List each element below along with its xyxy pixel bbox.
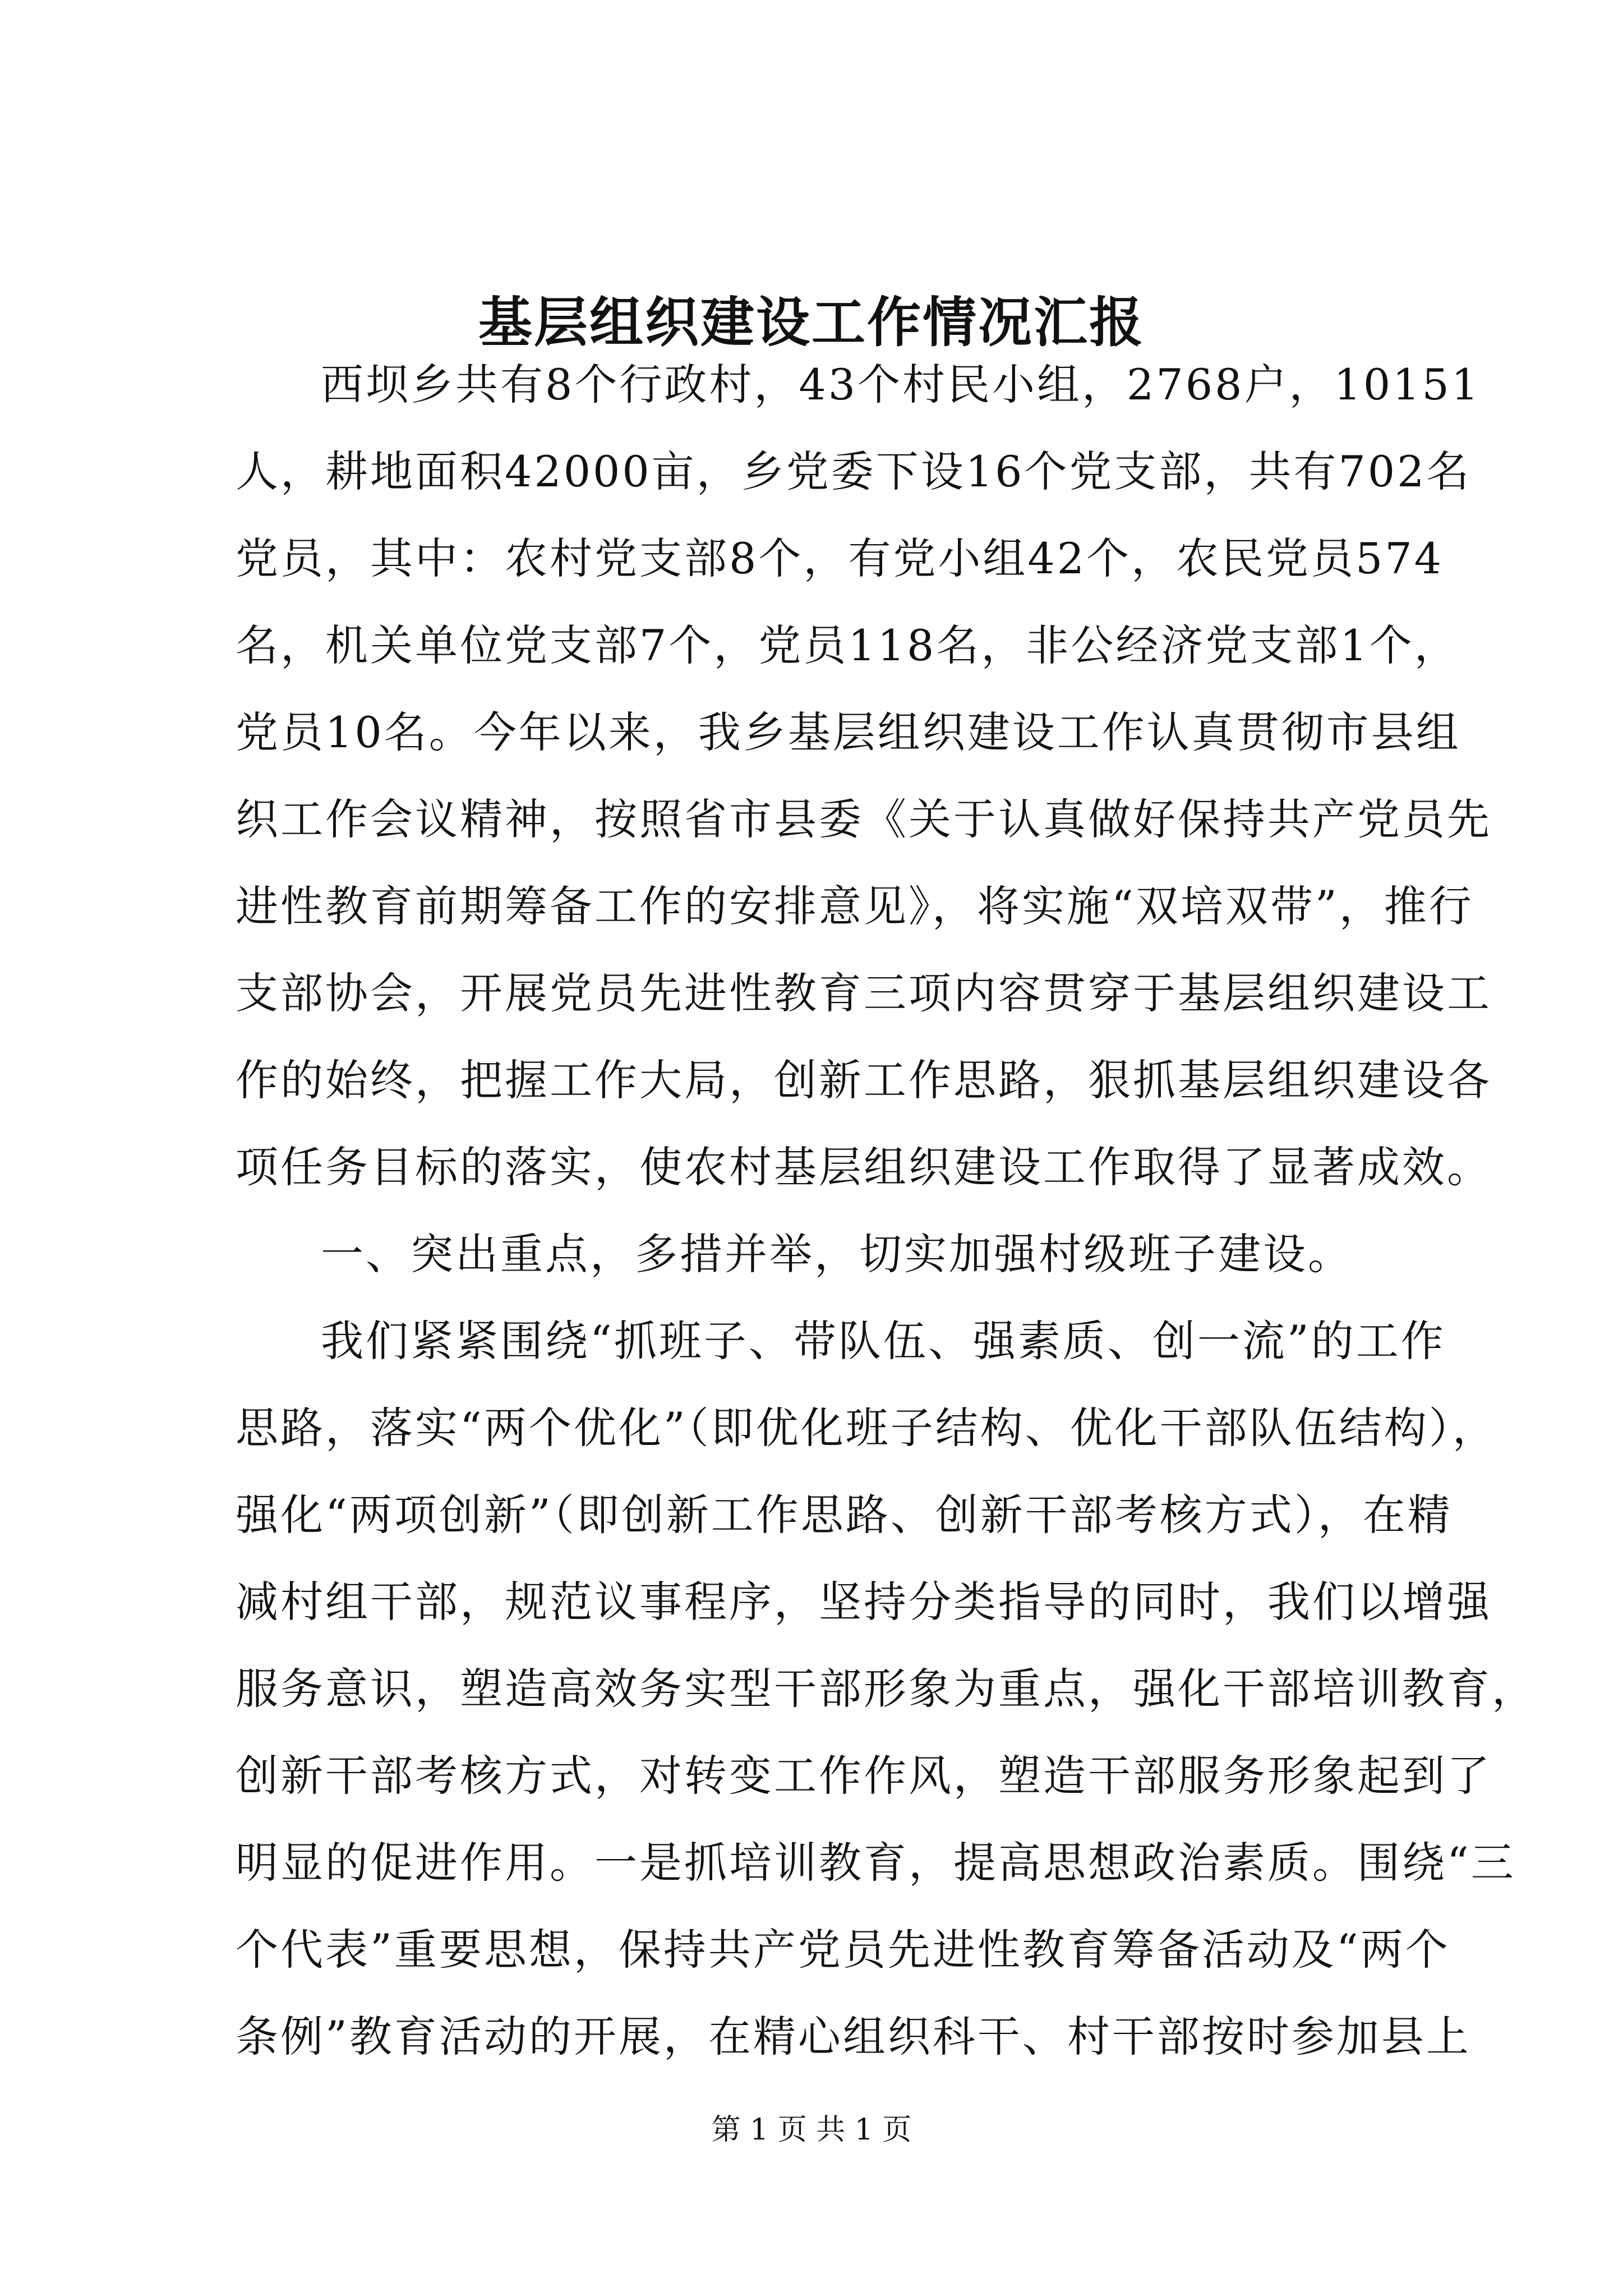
document-body [236,341,1537,2080]
body-line: 名，机关单位党支部7个，党员118名，非公经济党支部1个， [236,620,1459,670]
body-line: 党员10名。今年以来，我乡基层组织建设工作认真贯彻市县组 [236,707,1461,757]
body-line: 进性教育前期筹备工作的安排意见》，将实施“双培双带”，推行 [236,881,1474,931]
body-line: 服务意识，塑造高效务实型干部形象为重点，强化干部培训教育， [236,1664,1537,1714]
body-line: 减村组干部，规范议事程序，坚持分类指导的同时，我们以增强 [236,1577,1492,1627]
section-heading: 一、突出重点，多措并举，切实加强村级班子建设。 [321,1229,1353,1279]
document-title: 基层组织建设工作情况汇报 [478,291,1145,354]
body-line: 作的始终，把握工作大局，创新工作思路，狠抓基层组织建设各 [236,1055,1492,1105]
body-line: 明显的促进作用。一是抓培训教育，提高思想政治素质。围绕“三 [236,1838,1516,1888]
body-line: 创新干部考核方式，对转变工作作风，塑造干部服务形象起到了 [236,1751,1492,1801]
body-line: 我们紧紧围绕“抓班子、带队伍、强素质、创一流”的工作 [321,1316,1446,1366]
body-line: 强化“两项创新”（即创新工作思路、创新干部考核方式），在精 [236,1490,1453,1540]
body-line: 条例”教育活动的开展，在精心组织科干、村干部按时参加县上 [236,2012,1471,2062]
body-line: 人，耕地面积42000亩，乡党委下设16个党支部，共有702名 [236,447,1472,496]
body-line: 思路，落实“两个优化”（即优化班子结构、优化干部队伍结构）， [236,1403,1497,1453]
body-line: 党员，其中：农村党支部8个，有党小组42个，农民党员574 [236,533,1444,583]
page-footer: 第 1 页 共 1 页 [711,2113,912,2147]
body-line: 织工作会议精神，按照省市县委《关于认真做好保持共产党员先 [236,794,1492,844]
body-line: 项任务目标的落实，使农村基层组织建设工作取得了显著成效。 [236,1142,1492,1192]
body-line: 个代表”重要思想，保持共产党员先进性教育筹备活动及“两个 [236,1925,1450,1975]
body-line: 支部协会，开展党员先进性教育三项内容贯穿于基层组织建设工 [236,968,1492,1018]
body-line: 西坝乡共有8个行政村，43个村民小组，2768户，10151 [321,360,1481,409]
